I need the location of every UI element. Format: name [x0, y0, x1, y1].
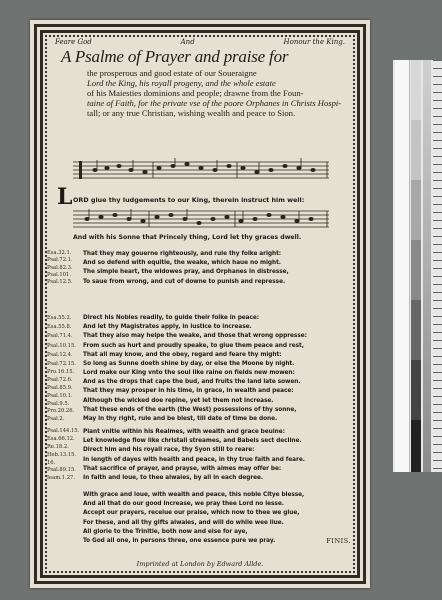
scripture-reference: Psal.85.9.	[47, 384, 73, 391]
verse-line	[83, 250, 351, 259]
scripture-reference: Re.18.2.	[47, 443, 69, 450]
color-calibration-ruler	[393, 60, 442, 472]
scripture-reference: Psal.89.15.	[47, 467, 76, 474]
broadside-content	[47, 36, 353, 572]
scripture-reference: Psal.101.	[47, 272, 71, 279]
drop-initial: L	[57, 184, 73, 210]
verse-line-text: Lord make our King vnto the soul like raine on fields new mowen:	[83, 370, 295, 376]
subtitle-line: tall; or any true Christian, wishing wealth and peace to Sion.	[87, 108, 296, 118]
scripture-reference: Psal.71.4.	[47, 333, 73, 340]
verse-lines	[83, 250, 351, 287]
grey-patch	[411, 120, 421, 180]
scripture-reference: 16.	[47, 459, 56, 466]
verse-line	[83, 360, 351, 369]
scripture-reference: Psal.9.5.	[47, 400, 70, 407]
page-title: A Psalme of Prayer and praise for	[61, 47, 289, 66]
verse-line	[83, 519, 351, 528]
scripture-reference: Psal.2.	[47, 416, 65, 423]
verse-line-text: That they also may helpe the weake, and those that wrong oppresse:	[83, 333, 307, 340]
subtitle-line: taine of Faith, for the private vse of the poore Orphanes in Christs Hospi-	[87, 98, 342, 108]
verse-line-text: All glorie to the Trinitie, both now and else for aye,	[83, 528, 248, 535]
verse-line	[83, 259, 351, 268]
subtitle-line: the prosperous and good estate of our Soueraigne	[87, 68, 257, 78]
verse-line	[83, 351, 351, 360]
verse-lines	[83, 428, 351, 483]
verse-line	[83, 500, 351, 509]
scripture-references	[47, 250, 83, 287]
verse-line-text: In length of dayes with health and peace, in thy true faith and feare.	[83, 456, 305, 463]
verse-line	[83, 406, 351, 415]
scripture-reference: Psal.10.1.	[47, 392, 73, 399]
scripture-references	[47, 428, 83, 483]
scripture-reference: Psal.72.6.	[47, 376, 73, 383]
verse-line	[83, 474, 351, 483]
verse-line	[83, 314, 351, 323]
scripture-references	[47, 369, 83, 424]
verse-line	[83, 278, 351, 287]
verse-line	[83, 428, 351, 437]
verse-line-text: To God all one, in persons three, one essence pure we pray.	[83, 537, 276, 544]
verse-line	[83, 369, 351, 378]
verse-line	[83, 378, 351, 387]
scale-ticks	[433, 60, 442, 472]
verse-line-text: To saue from wrong, and cut of downe to punish and represse.	[83, 278, 286, 285]
verse-line	[83, 528, 351, 537]
verse-line	[83, 323, 351, 332]
header-center: And	[180, 38, 195, 46]
verse-line-text: That sacrifice of prayer, and prayse, with almes may offer be:	[83, 465, 282, 472]
verse-line	[83, 509, 351, 518]
scripture-reference: Psal.144.15.	[47, 428, 80, 434]
scripture-reference: Heb.13.15.	[47, 451, 77, 458]
scripture-reference: Esa.66.12.	[47, 435, 75, 442]
verse-line	[83, 456, 351, 465]
scripture-references	[47, 314, 83, 369]
scripture-reference: Psal.12.5.	[47, 279, 73, 286]
scripture-reference: Ieam.1.27.	[47, 475, 75, 482]
verse-line	[83, 537, 351, 546]
grey-patch	[411, 420, 421, 472]
verse-line-text: And as the drops that cape the bud, and fruits the land late sowen.	[83, 379, 301, 386]
grey-patch	[411, 240, 421, 300]
opening-line-2	[73, 234, 301, 241]
header-motto	[55, 38, 345, 46]
scripture-reference: Esa.55.8.	[47, 324, 72, 331]
subtitle-block	[87, 68, 349, 118]
verse-line	[83, 465, 351, 474]
scale-band	[423, 60, 431, 472]
verse-line-text: From such as hurt and proudly speake, to giue them peace and rest,	[83, 342, 304, 349]
verse-lines	[83, 314, 351, 369]
verse-line-text: Direct his Nobles readily, to guide their folke in peace:	[83, 315, 260, 321]
music-staff-2	[73, 208, 329, 230]
subtitle-line: Lord the King, his royall progeny, and the whole estate	[87, 78, 276, 88]
verse-line-text: That these ends of the earth (the West) possessions of thy sonne,	[83, 406, 297, 413]
verse-line-text: Direct him and his royall race, thy Syon still to reare:	[83, 447, 255, 454]
scripture-reference: Psal.72.1.	[47, 257, 73, 264]
grey-patch	[411, 60, 421, 120]
verse-line-text: For these, and all thy gifts alwaies, and will do while wee liue.	[83, 519, 284, 526]
broadside-sheet	[30, 20, 370, 588]
verse-line-text: That all may know, and the obey, regard and feare thy might:	[83, 351, 282, 358]
opening-line	[47, 196, 379, 204]
verse-line-text: That they may gouerne righteously, and rule thy folke aright:	[83, 251, 282, 257]
verse-line-text: Let knowledge flow like christall streames, and Babels sect decline.	[83, 438, 302, 445]
music-staff-1	[73, 157, 329, 183]
opening-line-text: ORD giue thy Iudgements to our King, therein instruct him well:	[73, 196, 305, 204]
header-left: Feare God	[55, 38, 92, 46]
verse-line	[83, 415, 351, 424]
verse-line	[83, 491, 351, 500]
verse-lines	[83, 491, 351, 546]
verse-line-text: Although the wicked doe repine, yet let them not increase.	[83, 397, 274, 404]
grey-patch	[411, 360, 421, 420]
scripture-reference: Psal.12.4.	[47, 351, 73, 358]
verse-line-text: And so defend with equitie, the weake, which haue no might.	[83, 260, 281, 267]
verse-line	[83, 387, 351, 396]
verse-line-text: That they may prosper in his time, in grace, in wealth and peace:	[83, 388, 294, 395]
verse-line-text: In faith and loue, to thee alwaies, by all in each degree.	[83, 474, 264, 481]
subtitle-line: of his Maiesties dominions and people; drawne from the Foun-	[87, 88, 304, 98]
grey-patch	[411, 300, 421, 360]
grey-patch	[411, 180, 421, 240]
scripture-reference: Psal.10.15.	[47, 342, 76, 349]
verse-line	[83, 268, 351, 277]
verse-line	[83, 446, 351, 455]
scripture-reference: Psal.82.3.	[47, 264, 73, 271]
verse-line-text: The simple heart, the widowes pray, and Orphanes in distresse,	[83, 269, 289, 276]
white-patch	[395, 60, 410, 472]
verse-line-text: And all that do our good increase, we pray thee Lord no lesse.	[83, 501, 284, 508]
verse-line	[83, 437, 351, 446]
verse-line-text: Plant vnitie within his Realmes, with wealth and grace beuine:	[83, 429, 285, 435]
verse-line	[83, 332, 351, 341]
verse-line-text: May in thy right, rule and be blest, till date of time be done.	[83, 415, 278, 422]
header-right: Honour the King.	[283, 38, 345, 46]
scripture-reference: Esa.32.1.	[47, 250, 72, 256]
scripture-reference: Pro.16.15.	[47, 369, 75, 375]
opening-line-2-text: And with his Sonne that Princely thing, Lord let thy graces dwell.	[73, 234, 302, 241]
verse-lines	[83, 369, 351, 424]
verse-line-text: And let thy Magistrates apply, in iustice to increase.	[83, 324, 252, 331]
finis-mark: FINIS.	[326, 536, 351, 545]
verse-line	[83, 397, 351, 406]
verse-line	[83, 342, 351, 351]
scripture-reference: Psal.72.15.	[47, 360, 76, 367]
verse-line-text: So long as Sunne doeth shine by day, or else the Moone by night.	[83, 360, 295, 367]
imprint-line: Imprinted at London by Edward Allde.	[136, 560, 264, 568]
scripture-reference: Pro.20.26.	[47, 408, 75, 415]
verse-line-text: Accept our prayers, receiue our praise, which now to thee we giue,	[83, 510, 300, 517]
verse-line-text: With grace and loue, with wealth and peace, this noble Citye blesse,	[83, 492, 305, 498]
scripture-reference: Esa.55.2.	[47, 315, 72, 321]
